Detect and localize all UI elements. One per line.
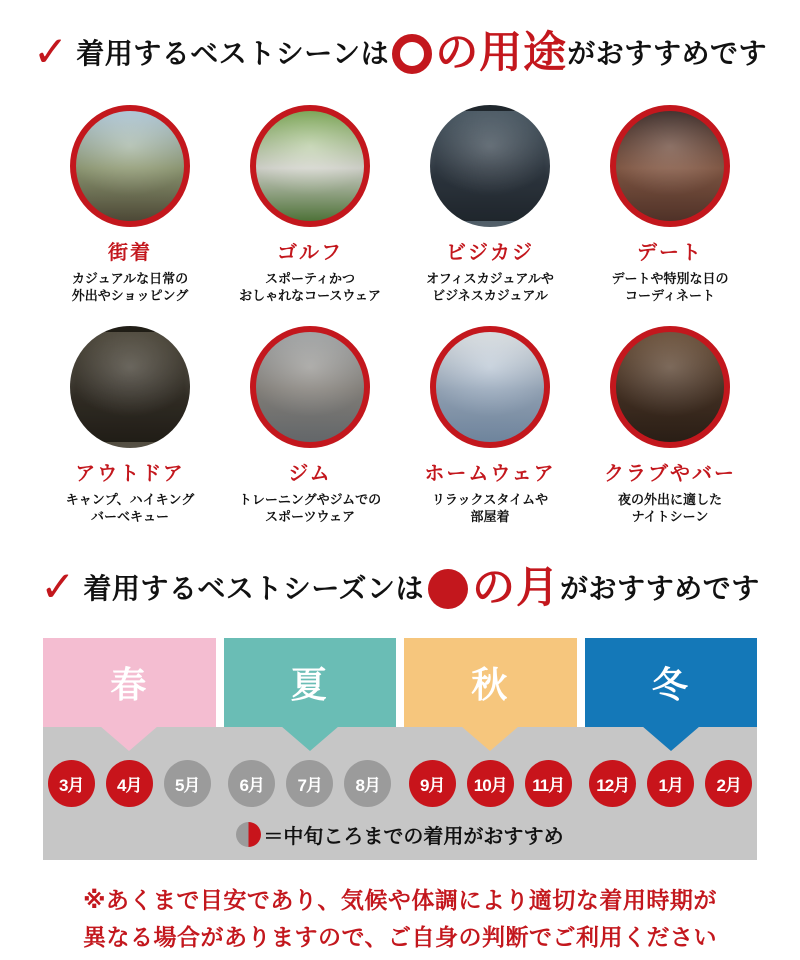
scenes-heading-highlight	[389, 29, 568, 77]
season-heading-highlight	[424, 564, 561, 612]
checkmark-icon: ✓	[33, 27, 69, 75]
scene-title: アウトドア	[75, 463, 185, 485]
scenes-heading-post: がおすすめです	[567, 37, 767, 69]
scene-title: ビジカジ	[446, 242, 534, 264]
season-heading	[0, 525, 800, 610]
month-group-winter	[585, 760, 758, 807]
month-circles-row	[43, 760, 757, 807]
season-label: 春	[110, 664, 149, 705]
month-1: 1月	[647, 760, 694, 807]
scene-title: 街着	[108, 242, 152, 264]
scene-card-club-bar	[580, 326, 760, 525]
scenes-heading	[0, 0, 800, 75]
open-circle-icon	[392, 34, 432, 74]
scene-title: デート	[637, 242, 703, 264]
season-heading-pre: 着用するベストシーズンは	[83, 572, 425, 604]
scene-photo-date	[610, 105, 730, 227]
checkmark-icon: ✓	[40, 562, 76, 610]
season-month-chart	[43, 638, 757, 860]
scene-photo-gym	[250, 326, 370, 448]
month-7: 7月	[286, 760, 333, 807]
scene-card-home-wear	[400, 326, 580, 525]
month-6: 6月	[228, 760, 275, 807]
scene-photo-home-wear	[430, 326, 550, 448]
month-10: 10月	[467, 760, 514, 807]
season-label: 夏	[290, 664, 329, 705]
filled-circle-icon	[428, 569, 468, 609]
month-group-summer	[224, 760, 397, 807]
season-block-summer	[224, 638, 397, 727]
scene-description: キャンプ、ハイキング バーベキュー	[65, 492, 195, 524]
season-heading-post: がおすすめです	[560, 572, 760, 604]
scene-description: カジュアルな日常の 外出やショッピング	[71, 271, 189, 303]
half-filled-circle-icon	[236, 822, 261, 847]
scene-card-golf	[220, 105, 400, 304]
month-11: 11月	[525, 760, 572, 807]
month-group-spring	[43, 760, 216, 807]
season-blocks-row	[43, 638, 757, 727]
month-12: 12月	[589, 760, 636, 807]
scenes-heading-pre: 着用するベストシーンは	[76, 37, 390, 69]
scene-cards-grid	[40, 105, 760, 525]
scene-description: デートや特別な日の コーディネート	[611, 271, 729, 303]
scene-description: トレーニングやジムでの スポーツウェア	[238, 492, 382, 524]
scenes-heading-highlight-text: の用途	[435, 29, 568, 77]
month-2: 2月	[705, 760, 752, 807]
season-arrow-icon	[642, 726, 700, 751]
season-label: 冬	[651, 664, 690, 705]
disclaimer-line-1: ※あくまで目安であり、気候や体調により適切な着用時期が	[83, 887, 717, 913]
month-9: 9月	[409, 760, 456, 807]
season-legend	[43, 820, 757, 849]
scene-card-gym	[220, 326, 400, 525]
scene-photo-outdoor	[70, 326, 190, 448]
scene-description: リラックスタイムや 部屋着	[431, 492, 549, 524]
season-block-winter	[585, 638, 758, 727]
scene-title: ホームウェア	[424, 463, 556, 485]
scene-description: 夜の外出に適した ナイトシーン	[617, 492, 722, 524]
legend-text: ＝中旬ころまでの着用がおすすめ	[263, 826, 564, 848]
season-arrow-icon	[461, 726, 519, 751]
scene-photo-street-wear	[70, 105, 190, 227]
disclaimer-line-2: 異なる場合がありますので、ご自身の判断でご利用ください	[82, 924, 718, 950]
month-3: 3月	[48, 760, 95, 807]
scene-title: ジム	[288, 463, 332, 485]
scene-card-date	[580, 105, 760, 304]
scene-photo-business-casual	[430, 105, 550, 227]
scene-title: ゴルフ	[277, 242, 343, 264]
season-label: 秋	[471, 664, 510, 705]
month-8: 8月	[344, 760, 391, 807]
month-5: 5月	[164, 760, 211, 807]
month-group-autumn	[404, 760, 577, 807]
disclaimer-note	[0, 882, 800, 956]
scene-description: スポーティかつ おしゃれなコースウェア	[239, 271, 381, 303]
month-4: 4月	[106, 760, 153, 807]
scene-photo-golf	[250, 105, 370, 227]
season-heading-highlight-text: の月	[472, 564, 561, 612]
scene-card-business-casual	[400, 105, 580, 304]
scene-description: オフィスカジュアルや ビジネスカジュアル	[426, 271, 554, 303]
scene-photo-club-bar	[610, 326, 730, 448]
season-block-autumn	[404, 638, 577, 727]
scene-card-outdoor	[40, 326, 220, 525]
scene-card-street-wear	[40, 105, 220, 304]
season-arrow-icon	[100, 726, 158, 751]
season-block-spring	[43, 638, 216, 727]
season-arrow-icon	[281, 726, 339, 751]
scene-title: クラブやバー	[604, 463, 736, 485]
